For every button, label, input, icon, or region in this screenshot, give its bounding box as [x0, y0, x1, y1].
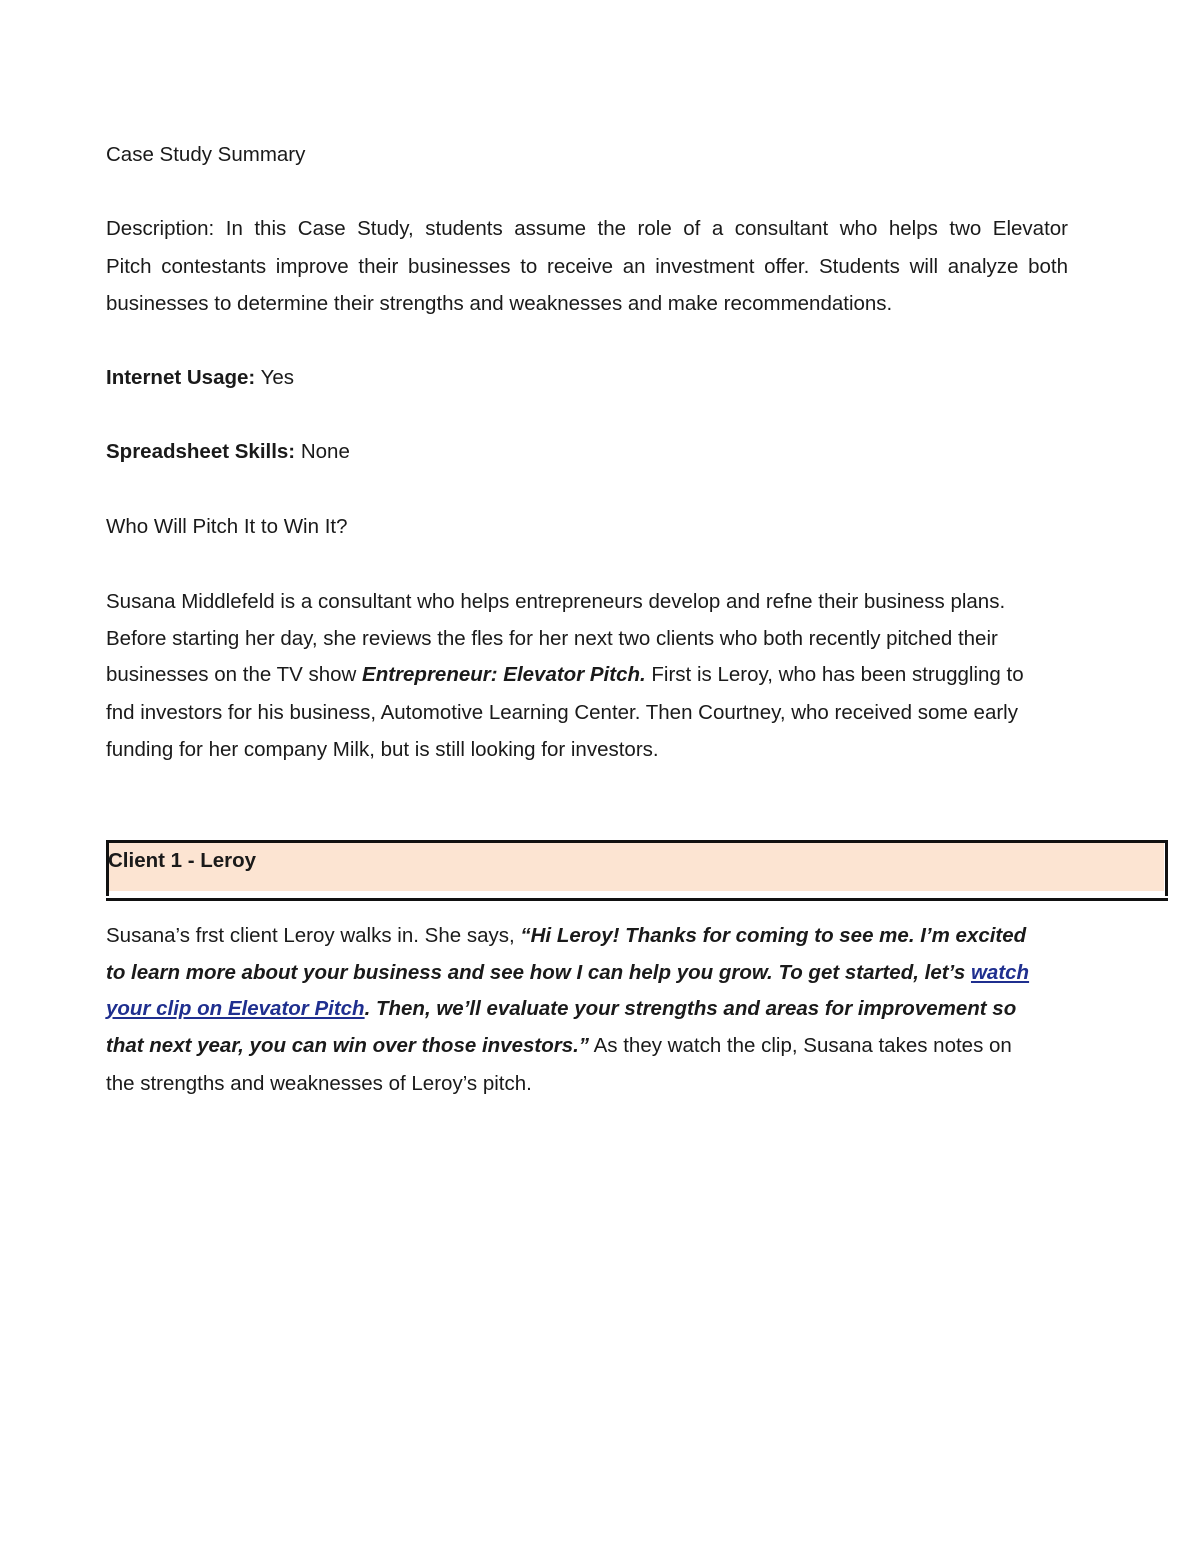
- client1-line-4: [106, 1034, 1012, 1058]
- intro-line-2: Before starting her day, she reviews the fles for her next two clients who both recently pitched their: [106, 627, 998, 650]
- intro-line-1: Susana Middlefeld is a consultant who helps entrepreneurs develop and refne their business plans.: [106, 590, 1006, 613]
- client1-quote-1: “Hi Leroy! Thanks for coming to see me. I’m excited: [520, 924, 1027, 947]
- client1-quote-4: that next year, you can win over those investors.”: [106, 1034, 590, 1057]
- spreadsheet-skills: [106, 440, 350, 464]
- client1-line-1-pre: Susana’s frst client Leroy walks in. She says,: [106, 924, 521, 947]
- internet-usage: [106, 366, 294, 390]
- client1-header-bottom-border: [106, 898, 1168, 901]
- client1-header-box: [106, 840, 1168, 900]
- description-line-1: Description: In this Case Study, students assume the role of a consultant who helps two Elevator: [106, 217, 1068, 240]
- client1-line-5: the strengths and weaknesses of Leroy’s pitch.: [106, 1072, 532, 1095]
- internet-usage-value: Yes: [260, 366, 295, 389]
- page-title: Case Study Summary: [106, 143, 306, 166]
- client1-header-title: Client 1 - Leroy: [108, 849, 257, 872]
- client1-line-3: [106, 997, 1016, 1021]
- client1-line-2: [106, 961, 1029, 985]
- description-line-2: Pitch contestants improve their businesses to receive an investment offer. Students will analyze both: [106, 255, 1068, 278]
- client1-header-top-border: [106, 840, 1168, 843]
- section-question: Who Will Pitch It to Win It?: [106, 515, 348, 538]
- intro-line-3-post: First is Leroy, who has been struggling to: [645, 663, 1024, 686]
- elevator-pitch-clip-link-cont[interactable]: your clip on Elevator Pitch: [106, 997, 365, 1020]
- client1-header-fill: [109, 843, 1164, 891]
- client1-quote-3: . Then, we’ll evaluate your strengths and areas for improvement so: [364, 997, 1017, 1020]
- client1-quote-2: to learn more about your business and see how I can help you grow. To get started, let’s: [106, 961, 971, 984]
- client1-line-4-post: As they watch the clip, Susana takes notes on: [589, 1034, 1012, 1057]
- intro-line-4: fnd investors for his business, Automotive Learning Center. Then Courtney, who received some early: [106, 701, 1018, 724]
- intro-line-3-pre: businesses on the TV show: [106, 663, 363, 686]
- internet-usage-label: Internet Usage:: [106, 366, 256, 389]
- intro-line-3: [106, 663, 1024, 687]
- spreadsheet-skills-value: None: [300, 440, 350, 463]
- show-title: Entrepreneur: Elevator Pitch.: [362, 663, 646, 686]
- intro-line-5: funding for her company Milk, but is still looking for investors.: [106, 738, 659, 761]
- description-line-3: businesses to determine their strengths and weaknesses and make recommendations.: [106, 292, 893, 315]
- elevator-pitch-clip-link[interactable]: watch: [970, 961, 1030, 984]
- spreadsheet-skills-label: Spreadsheet Skills:: [106, 440, 296, 463]
- client1-header-right-border: [1165, 840, 1168, 896]
- client1-line-1: [106, 924, 1026, 948]
